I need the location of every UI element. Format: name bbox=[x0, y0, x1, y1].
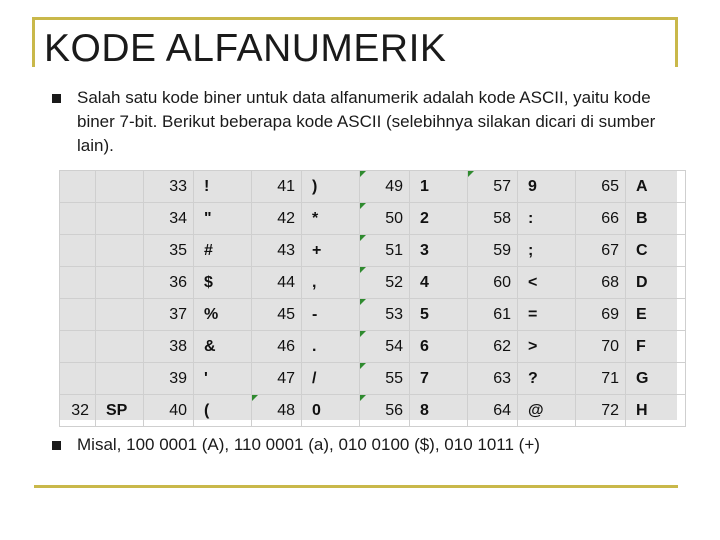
ascii-code-cell: 66 bbox=[576, 203, 626, 235]
ascii-char-cell: " bbox=[194, 203, 252, 235]
ascii-char-cell: * bbox=[302, 203, 360, 235]
ascii-code-cell: 56 bbox=[360, 395, 410, 427]
ascii-char-cell: & bbox=[194, 331, 252, 363]
ascii-char-cell bbox=[96, 299, 144, 331]
ascii-row bbox=[60, 171, 686, 203]
ascii-code-cell: 67 bbox=[576, 235, 626, 267]
ascii-code-cell: 52 bbox=[360, 267, 410, 299]
ascii-char-cell: ? bbox=[518, 363, 576, 395]
ascii-code-cell bbox=[60, 203, 96, 235]
ascii-char-cell: E bbox=[626, 299, 686, 331]
ascii-char-cell: 2 bbox=[410, 203, 468, 235]
ascii-row bbox=[60, 331, 686, 363]
ascii-char-cell: : bbox=[518, 203, 576, 235]
ascii-row bbox=[60, 395, 686, 427]
ascii-code-cell: 69 bbox=[576, 299, 626, 331]
ascii-code-cell: 70 bbox=[576, 331, 626, 363]
ascii-code-cell: 54 bbox=[360, 331, 410, 363]
ascii-table bbox=[59, 170, 686, 427]
ascii-char-cell: 6 bbox=[410, 331, 468, 363]
ascii-code-cell: 36 bbox=[144, 267, 194, 299]
ascii-char-cell: A bbox=[626, 171, 686, 203]
ascii-code-cell bbox=[60, 363, 96, 395]
ascii-char-cell: F bbox=[626, 331, 686, 363]
ascii-table-body bbox=[60, 171, 686, 427]
ascii-code-cell: 65 bbox=[576, 171, 626, 203]
ascii-code-cell: 35 bbox=[144, 235, 194, 267]
ascii-code-cell: 71 bbox=[576, 363, 626, 395]
ascii-code-cell: 68 bbox=[576, 267, 626, 299]
ascii-code-cell: 43 bbox=[252, 235, 302, 267]
ascii-code-cell: 45 bbox=[252, 299, 302, 331]
ascii-code-cell bbox=[60, 171, 96, 203]
ascii-code-cell: 62 bbox=[468, 331, 518, 363]
slide-title: KODE ALFANUMERIK bbox=[44, 27, 447, 70]
ascii-char-cell: ( bbox=[194, 395, 252, 427]
frame-bottom-line bbox=[34, 485, 678, 488]
ascii-code-cell: 46 bbox=[252, 331, 302, 363]
ascii-char-cell: @ bbox=[518, 395, 576, 427]
ascii-char-cell: / bbox=[302, 363, 360, 395]
frame-left-line bbox=[32, 17, 35, 67]
ascii-code-cell: 53 bbox=[360, 299, 410, 331]
ascii-code-cell: 38 bbox=[144, 331, 194, 363]
ascii-char-cell bbox=[96, 331, 144, 363]
ascii-code-cell: 49 bbox=[360, 171, 410, 203]
ascii-code-cell: 44 bbox=[252, 267, 302, 299]
frame-right-line bbox=[675, 17, 678, 67]
ascii-code-cell: 47 bbox=[252, 363, 302, 395]
ascii-code-cell: 59 bbox=[468, 235, 518, 267]
ascii-code-cell: 63 bbox=[468, 363, 518, 395]
ascii-char-cell: H bbox=[626, 395, 686, 427]
ascii-char-cell: 4 bbox=[410, 267, 468, 299]
ascii-row bbox=[60, 267, 686, 299]
ascii-char-cell: 9 bbox=[518, 171, 576, 203]
ascii-char-cell: C bbox=[626, 235, 686, 267]
ascii-code-cell: 60 bbox=[468, 267, 518, 299]
example-paragraph: Misal, 100 0001 (A), 110 0001 (a), 010 0100 ($), 010 1011 (+) bbox=[77, 435, 540, 454]
ascii-code-cell: 61 bbox=[468, 299, 518, 331]
ascii-code-cell: 58 bbox=[468, 203, 518, 235]
ascii-code-cell: 50 bbox=[360, 203, 410, 235]
ascii-char-cell: = bbox=[518, 299, 576, 331]
ascii-char-cell: 3 bbox=[410, 235, 468, 267]
ascii-char-cell: > bbox=[518, 331, 576, 363]
ascii-code-cell: 57 bbox=[468, 171, 518, 203]
ascii-code-cell bbox=[60, 235, 96, 267]
ascii-code-cell: 34 bbox=[144, 203, 194, 235]
ascii-char-cell: ' bbox=[194, 363, 252, 395]
ascii-char-cell: - bbox=[302, 299, 360, 331]
ascii-char-cell: < bbox=[518, 267, 576, 299]
ascii-char-cell bbox=[96, 235, 144, 267]
ascii-char-cell bbox=[96, 171, 144, 203]
ascii-code-cell: 40 bbox=[144, 395, 194, 427]
ascii-code-cell: 37 bbox=[144, 299, 194, 331]
ascii-code-cell: 42 bbox=[252, 203, 302, 235]
frame-top-line bbox=[32, 17, 678, 20]
ascii-char-cell bbox=[96, 267, 144, 299]
ascii-char-cell: 0 bbox=[302, 395, 360, 427]
ascii-row bbox=[60, 203, 686, 235]
ascii-char-cell: % bbox=[194, 299, 252, 331]
ascii-code-cell: 32 bbox=[60, 395, 96, 427]
ascii-char-cell: B bbox=[626, 203, 686, 235]
bullet-square-icon bbox=[52, 94, 61, 103]
ascii-char-cell: 1 bbox=[410, 171, 468, 203]
ascii-code-cell bbox=[60, 299, 96, 331]
ascii-code-cell: 72 bbox=[576, 395, 626, 427]
ascii-code-cell: 48 bbox=[252, 395, 302, 427]
ascii-char-cell: 5 bbox=[410, 299, 468, 331]
ascii-char-cell: 8 bbox=[410, 395, 468, 427]
ascii-char-cell: + bbox=[302, 235, 360, 267]
ascii-char-cell: D bbox=[626, 267, 686, 299]
bullet-square-icon bbox=[52, 441, 61, 450]
ascii-row bbox=[60, 299, 686, 331]
ascii-code-cell: 64 bbox=[468, 395, 518, 427]
ascii-code-cell: 51 bbox=[360, 235, 410, 267]
ascii-char-cell bbox=[96, 363, 144, 395]
ascii-char-cell: . bbox=[302, 331, 360, 363]
ascii-char-cell: , bbox=[302, 267, 360, 299]
ascii-char-cell: G bbox=[626, 363, 686, 395]
ascii-char-cell: ; bbox=[518, 235, 576, 267]
ascii-row bbox=[60, 363, 686, 395]
ascii-table-image bbox=[59, 170, 677, 420]
ascii-code-cell bbox=[60, 267, 96, 299]
ascii-char-cell: $ bbox=[194, 267, 252, 299]
ascii-code-cell: 55 bbox=[360, 363, 410, 395]
ascii-code-cell: 33 bbox=[144, 171, 194, 203]
ascii-code-cell bbox=[60, 331, 96, 363]
ascii-row bbox=[60, 235, 686, 267]
ascii-char-cell bbox=[96, 203, 144, 235]
ascii-char-cell: ) bbox=[302, 171, 360, 203]
ascii-code-cell: 39 bbox=[144, 363, 194, 395]
ascii-code-cell: 41 bbox=[252, 171, 302, 203]
ascii-char-cell: SP bbox=[96, 395, 144, 427]
intro-paragraph: Salah satu kode biner untuk data alfanumerik adalah kode ASCII, yaitu kode biner 7-bit. Berikut beberapa kode ASCII (selebihnya silakan dicari di sumber lain). bbox=[77, 88, 656, 155]
ascii-char-cell: # bbox=[194, 235, 252, 267]
ascii-char-cell: ! bbox=[194, 171, 252, 203]
ascii-char-cell: 7 bbox=[410, 363, 468, 395]
